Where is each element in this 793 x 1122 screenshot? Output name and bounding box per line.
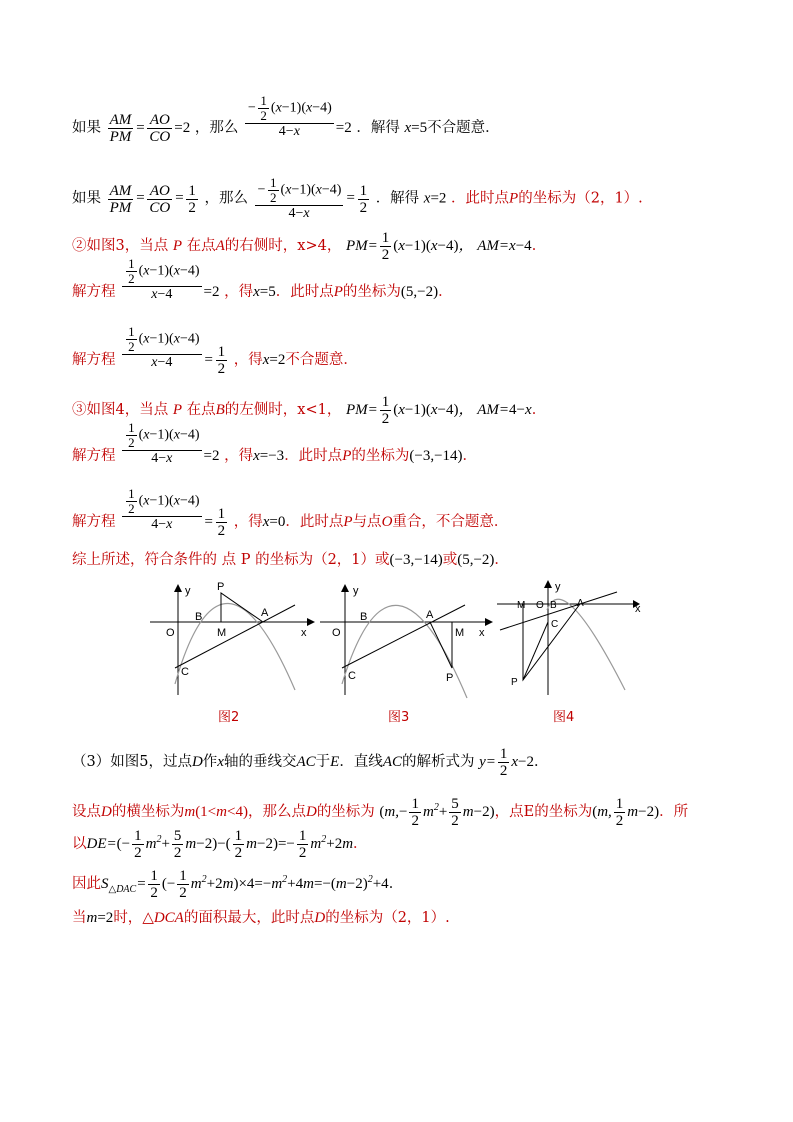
text-b: 的左侧时， (224, 401, 298, 418)
line-5: 解方程 $\frac{1}{2}$ (x−1)(x−4) x−4 = $\frac{1}{2}$ ，得x=2不合题意． (72, 323, 358, 377)
line-10: （3）如图5，过点D作x轴的垂线交AC于E．直线AC的解析式为 y= $\frac{1}{2}$ x−2． (72, 746, 549, 779)
text-lead: 当 (72, 910, 87, 926)
text-lead: 以 (72, 835, 87, 852)
line-12: 以DE=(− $\frac{1}{2}$ $m^2+$ $\frac{5}{2}$ m−2)−( $\frac{1}{2}$ m−2)=− $\frac{1}{2}$ $m^2+2m$． (72, 828, 368, 861)
text-tail2: 不合题意． (285, 351, 358, 368)
line-14: 当m=2时，△DCA的面积最大，此时点D的坐标为（2，1）. (72, 910, 450, 926)
text-a: 时， (113, 910, 143, 926)
text-c: 于 (315, 753, 331, 770)
line-9: 综上所述，符合条件的 点 P 的坐标为（2，1）或(−3,−14)或(5,−2)． (72, 552, 509, 568)
text-lead: 因此 (72, 875, 101, 892)
text-d: ，点E的坐标为 (494, 803, 593, 820)
line-7: 解方程 $\frac{1}{2}$ (x−1)(x−4) 4−x =2 ，得x=−3．此时点P的坐标为(−3,−14)． (72, 419, 478, 466)
fig4-label-m: M (517, 600, 526, 611)
text-mid: 或 (442, 552, 458, 568)
line-13: 因此$S_{\triangle DAC}=$ $\frac{1}{2}$ (− $\frac{1}{2}$ $m^2+2m)\times 4=-m^2+4m=-(m-2)^2+4$． (72, 868, 404, 901)
figure-3 (320, 584, 493, 698)
fig3-label-b: B (360, 611, 368, 623)
text-lead: 解方程 (72, 513, 116, 530)
fig4-label-b: B (550, 600, 557, 611)
text-a: 的横坐标为 (111, 803, 185, 820)
text-lead: 如果 (72, 119, 101, 136)
text-tail2: 不合题意． (427, 119, 500, 136)
fig2-label-o: O (166, 627, 175, 639)
line-2: 如果 $\frac{AM}{PM}$ = $\frac{AO}{CO}$ = $\frac{1}{2}$ ，那么 − $\frac{1}{2}$ (x−1)(x−4) 4−x = $\frac{1}{2}$ ．解得 x=2 ．此时点P的坐标为（2，1）. (72, 175, 643, 221)
text-lead: ②如图3，当点 (72, 237, 169, 254)
text-end: ． (494, 552, 509, 568)
fig2-label-p: P (217, 581, 225, 593)
fig4-label-y: y (555, 581, 561, 593)
text-a: 在点 (186, 237, 216, 254)
caption-fig2: 图2 (218, 710, 240, 725)
line-8: 解方程 $\frac{1}{2}$ (x−1)(x−4) 4−x = $\frac{1}{2}$ ，得x=0．此时点P与点O重合，不合题意． (72, 485, 509, 539)
fig2-label-x: x (301, 627, 307, 639)
line-4: 解方程 $\frac{1}{2}$ (x−1)(x−4) x−4 =2 ，得x=5．此时点P的坐标为(5,−2)． (72, 255, 453, 302)
fig2-label-y: y (185, 585, 191, 597)
text-tail: ，得 (224, 448, 254, 464)
text-lead: 解方程 (72, 448, 116, 464)
fig2-label-a: A (261, 607, 269, 619)
fig2-label-b: B (195, 611, 203, 623)
line-6: ③如图4，当点 P 在点B的左侧时，x<1， PM= $\frac{1}{2}$ (x−1)(x−4)， AM=4−x． (72, 394, 547, 427)
text-mid: ，那么 (204, 190, 248, 207)
fig2-label-m: M (217, 627, 227, 639)
text-tail3: 的坐标为 (351, 448, 410, 464)
text-tail2: ．此时点 (451, 190, 510, 207)
fig4-label-x: x (635, 603, 641, 615)
figure-2 (150, 581, 315, 695)
figure-4 (497, 580, 641, 695)
fig3-label-m: M (455, 627, 465, 639)
fig2-label-c: C (181, 666, 189, 678)
text-a: 作 (202, 753, 218, 770)
text-b: 的面积最大，此时点 (183, 910, 315, 926)
text-lead: 设点 (72, 803, 101, 820)
fig4-label-a: A (577, 598, 584, 609)
text-lead: 综上所述，符合条件的 点 P 的坐标为（2，1）或 (72, 552, 390, 568)
line-1: 如果 $\frac{AM}{PM}$ = $\frac{AO}{CO}$ =2 ，那么 − $\frac{1}{2}$ (x−1)(x−4) 4−x =2 ．解得 x=5不合题意． (72, 92, 500, 145)
fig3-label-p: P (446, 672, 454, 684)
text-tail: ，得 (233, 513, 263, 530)
line-3: ②如图3，当点 P 在点A的右侧时，x>4， PM= $\frac{1}{2}$ (x−1)(x−4)， AM=x−4． (72, 230, 547, 263)
text-tail: ．解得 (356, 119, 400, 136)
fig4-label-p: P (511, 677, 518, 688)
fig3-label-x: x (479, 627, 485, 639)
text-d: ．直线 (339, 753, 383, 770)
text-c: x<1， (297, 401, 342, 418)
text-e: 的解析式为 (401, 753, 475, 770)
text-tail3: 与点 (352, 513, 382, 530)
text-tail3: 的坐标为（2，1）. (518, 190, 643, 207)
caption-fig3: 图3 (388, 710, 410, 725)
text-tail4: 重合，不合题意． (392, 513, 509, 530)
text-c: 的坐标为 (316, 803, 375, 820)
text-tail2: ．此时点 (285, 513, 344, 530)
text-tail: ，得 (233, 351, 263, 368)
text-tail2: ．此时点 (284, 448, 343, 464)
text-lead: 解方程 (72, 351, 116, 368)
text-a: 在点 (186, 401, 216, 418)
line-11: 设点D的横坐标为m(1<m<4)，那么点D的坐标为 (m,− $\frac{1}{2}$ $m^2+$ $\frac{5}{2}$ m−2)，点E的坐标为(m, $\frac{1}{2}$ m−2)．所 (72, 796, 689, 829)
text-c: 的坐标为（2，1）. (325, 910, 450, 926)
text-b: ，那么点 (247, 803, 306, 820)
text-c: x>4， (297, 237, 342, 254)
caption-fig4: 图4 (553, 710, 575, 725)
text-tail: ，得 (224, 284, 254, 300)
text-b: 的右侧时， (224, 237, 298, 254)
text-lead: 如果 (72, 190, 101, 207)
text-lead: 解方程 (72, 284, 116, 300)
fig3-label-y: y (353, 585, 359, 597)
text-tail2: ．此时点 (275, 284, 334, 300)
fig4-label-o: O (536, 600, 544, 611)
fig3-label-c: C (348, 670, 356, 682)
fig3-label-o: O (332, 627, 341, 639)
text-b: 轴的垂线交 (223, 753, 297, 770)
text-lead: （3）如图5，过点 (72, 753, 192, 770)
fig4-label-c: C (551, 619, 559, 630)
figures-svg (145, 580, 645, 700)
text-tail3: 的坐标为 (342, 284, 401, 300)
text-e: ．所 (659, 803, 689, 820)
text-lead: ③如图4，当点 (72, 401, 169, 418)
text-mid: ，那么 (194, 119, 239, 136)
fig3-label-a: A (426, 609, 434, 621)
text-tail: ．解得 (375, 190, 420, 207)
